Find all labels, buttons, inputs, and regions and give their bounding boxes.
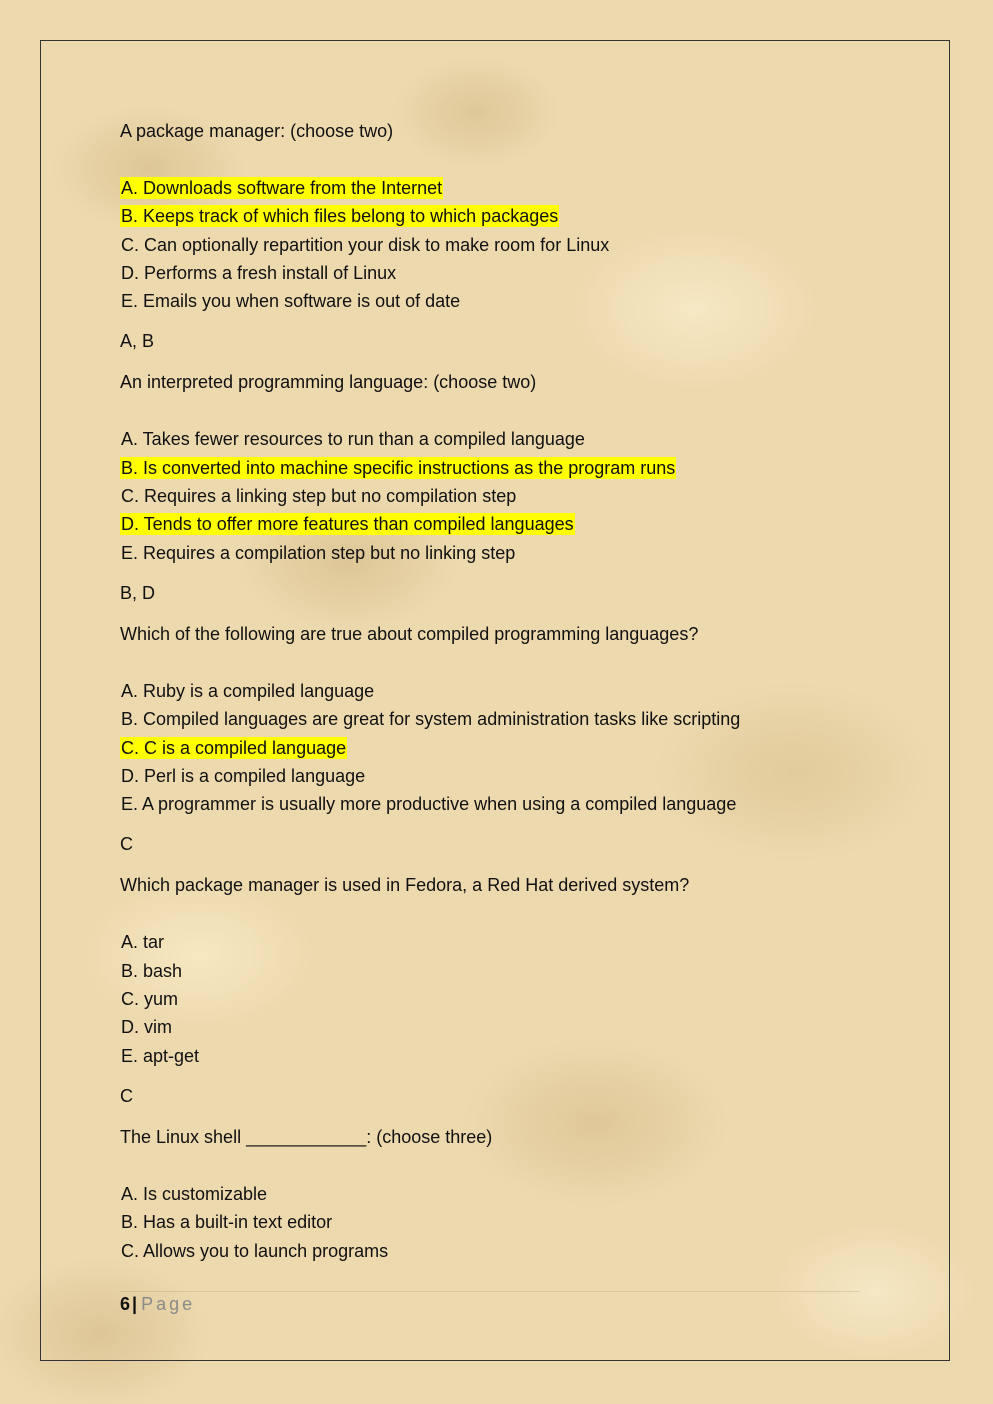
option bbox=[120, 764, 880, 792]
option-text: B. bash bbox=[121, 960, 183, 981]
answer-key: A, B bbox=[120, 331, 155, 352]
option bbox=[120, 204, 880, 232]
option bbox=[120, 484, 880, 512]
option bbox=[120, 1182, 880, 1210]
option-text: A. Downloads software from the Internet bbox=[121, 178, 443, 198]
question-stem: Which package manager is used in Fedora, a Red Hat derived system? bbox=[120, 875, 690, 896]
option-text: B. Has a built-in text editor bbox=[121, 1212, 333, 1233]
question-stem: Which of the following are true about compiled programming languages? bbox=[120, 623, 699, 644]
option-text: D. Tends to offer more features than compiled languages bbox=[121, 514, 574, 535]
option-text: E. Emails you when software is out of date bbox=[121, 291, 461, 312]
option bbox=[120, 233, 880, 261]
option bbox=[120, 289, 880, 317]
option-text: E. apt-get bbox=[121, 1045, 200, 1066]
option-text: E. A programmer is usually more productive when using a compiled language bbox=[121, 794, 737, 815]
question-2 bbox=[120, 370, 880, 604]
answer-key: B, D bbox=[120, 582, 156, 603]
option bbox=[120, 1210, 880, 1238]
question-stem: A package manager: (choose two) bbox=[120, 121, 394, 141]
question-stem: An interpreted programming language: (choose two) bbox=[120, 372, 537, 393]
footer-separator: | bbox=[132, 1294, 138, 1314]
option bbox=[120, 1015, 880, 1043]
option bbox=[120, 176, 880, 204]
question-stem: The Linux shell ____________: (choose three) bbox=[120, 1126, 493, 1147]
option-text: B. Compiled languages are great for system administration tasks like scripting bbox=[121, 709, 741, 730]
option-text: C. Allows you to launch programs bbox=[121, 1240, 389, 1261]
option-text: D. Perl is a compiled language bbox=[121, 765, 366, 786]
option bbox=[120, 512, 880, 540]
option bbox=[120, 541, 880, 569]
option-text: A. Takes fewer resources to run than a compiled language bbox=[121, 429, 585, 450]
footer-divider bbox=[120, 1291, 860, 1292]
option-text: A. tar bbox=[121, 932, 165, 953]
option bbox=[120, 456, 880, 484]
option-text: C. Requires a linking step but no compilation step bbox=[121, 486, 517, 507]
option bbox=[120, 987, 880, 1015]
question-1 bbox=[120, 119, 880, 353]
option-text: B. Keeps track of which files belong to which packages bbox=[121, 206, 559, 227]
option bbox=[120, 261, 880, 289]
option bbox=[120, 930, 880, 958]
page-label: Page bbox=[141, 1294, 196, 1314]
option bbox=[120, 959, 880, 987]
answer-key: C bbox=[120, 1085, 133, 1106]
answer-key: C bbox=[120, 834, 133, 855]
page-number: 6 bbox=[120, 1294, 131, 1314]
option bbox=[120, 736, 880, 764]
option-text: C. C is a compiled language bbox=[121, 737, 347, 758]
option bbox=[120, 1044, 880, 1072]
option bbox=[120, 707, 880, 735]
page-footer bbox=[120, 1294, 195, 1315]
option-text: D. Performs a fresh install of Linux bbox=[121, 262, 397, 283]
question-3 bbox=[120, 622, 880, 856]
option-text: A. Ruby is a compiled language bbox=[121, 680, 375, 701]
option-text: C. yum bbox=[121, 989, 179, 1010]
option-text: C. Can optionally repartition your disk to make room for Linux bbox=[121, 234, 610, 255]
option-text: B. Is converted into machine specific instructions as the program runs bbox=[121, 457, 676, 478]
option bbox=[120, 792, 880, 820]
option-text: D. vim bbox=[121, 1017, 172, 1038]
document-body bbox=[120, 119, 880, 1267]
option bbox=[120, 1239, 880, 1267]
option bbox=[120, 679, 880, 707]
option bbox=[120, 427, 880, 455]
option-text: A. Is customizable bbox=[121, 1183, 268, 1204]
question-4 bbox=[120, 873, 880, 1107]
question-5 bbox=[120, 1125, 880, 1267]
option-text: E. Requires a compilation step but no linking step bbox=[121, 542, 516, 563]
